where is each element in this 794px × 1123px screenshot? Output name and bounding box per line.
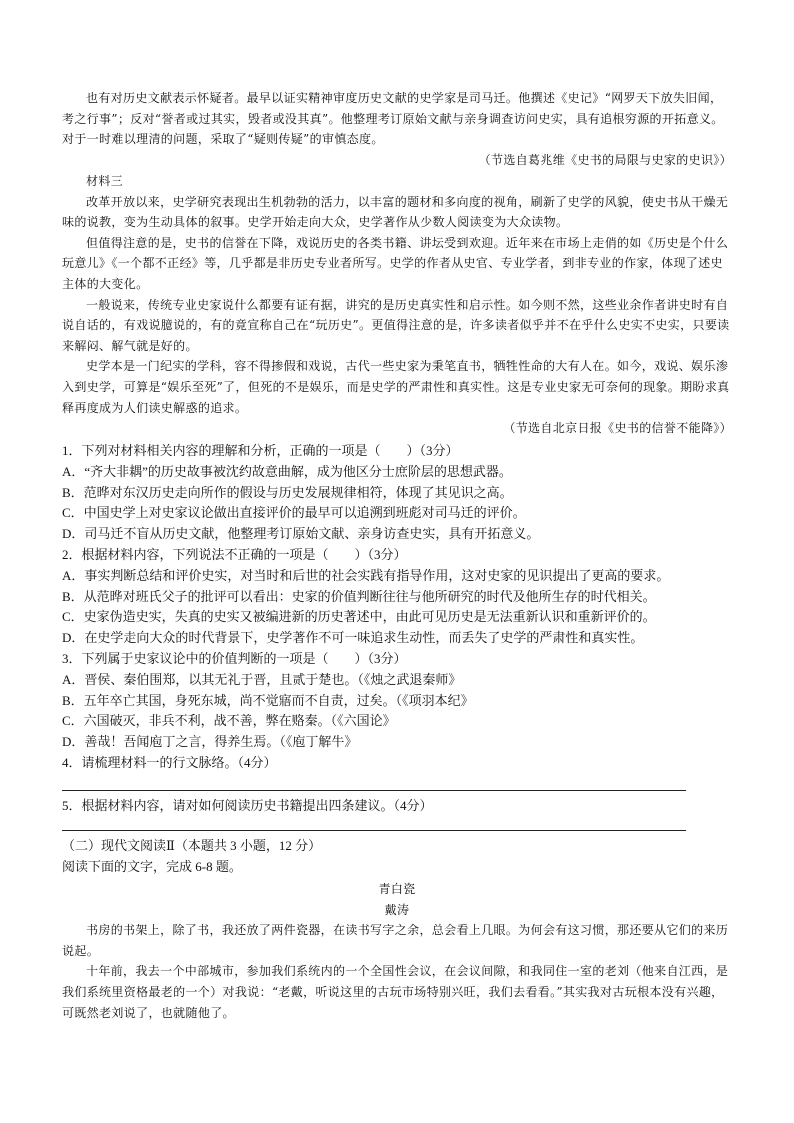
paragraph: 书房的书架上，除了书，我还放了两件瓷器，在读书写字之余，总会看上几眼。为何会有这习惯，那还要从它们的来历说起。 [62, 923, 729, 958]
option: C．史家伪造史实，失真的史实又被编进新的历史著述中，由此可见历史是无法重新认识和重新评价的。 [62, 609, 656, 625]
option: D．善哉！吾闻庖丁之言，得养生焉。（《庖丁解牛》 [62, 734, 358, 750]
option: A．事实判断总结和评价史实，对当时和后世的社会实践有指导作用，这对史家的见识提出了更高的要求。 [62, 567, 670, 583]
question-stem: 2．根据材料内容，下列说法不正确的一项是（ ）（3分） [62, 546, 407, 562]
section2-header [62, 836, 732, 878]
option: A．晋侯、秦伯围郑，以其无礼于晋，且贰于楚也。（《烛之武退秦师》 [62, 671, 462, 687]
paragraph: 改革开放以来，史学研究表现出生机勃勃的活力，以丰富的题材和多向度的视角，刷新了史学的风貌，使史书从干燥无味的说教，变为生动具体的叙事。史学开始走向大众，史学著作从少数人阅读变为大众读物。 [62, 194, 729, 230]
article [62, 879, 732, 1023]
option: A．“齐大非耦”的历史故事被沈约故意曲解，成为他区分士庶阶层的思想武器。 [62, 463, 512, 479]
article-author: 戴涛 [384, 902, 410, 917]
option: B．五年卒亡其国，身死东城，尚不觉寤而不自责，过矣。（《项羽本纪》 [62, 692, 474, 708]
questions [62, 441, 732, 774]
option: D．在史学走向大众的时代背景下，史学著作不可一味追求生动性，而丢失了史学的严肃性和真实性。 [62, 630, 644, 646]
answer-line [62, 830, 686, 831]
option: B．从范晔对班氏父子的批评可以看出：史家的价值判断往往与他所研究的时代及他所生存的时代相关。 [62, 588, 656, 604]
option: C．中国史学上对史家议论做出直接评价的最早可以追溯到班彪对司马迁的评价。 [62, 505, 526, 521]
paragraph: 史学本是一门纪实的学科，容不得掺假和戏说，古代一些史家为秉笔直书，牺牲性命的大有人在。如今，戏说、娱乐渗入到史学，可算是“娱乐至死”了，但死的不是娱乐，而是史学的严肃性和真实性。这是专业史家无可奈何的现象。期盼求真释再度成为人们读史解惑的追求。 [62, 359, 730, 415]
option: C．六国破灭，非兵不利，战不善，弊在赂秦。（《六国论》 [62, 713, 396, 729]
option: B．范晔对东汉历史走向所作的假设与历史发展规律相符，体现了其见识之高。 [62, 484, 513, 500]
option: D．司马迁不盲从历史文献，他整理考订原始文献、亲身访查史实，具有开拓意义。 [62, 526, 540, 542]
section-heading: （二）现代文阅读Ⅱ（本题共 3 小题，12 分） [62, 838, 322, 853]
material-heading: 材料三 [86, 174, 124, 188]
article-title: 青白瓷 [378, 882, 416, 896]
source-note: （节选自北京日报《史书的信誉不能降》） [503, 421, 732, 436]
paragraph: 但值得注意的是，史书的信誉在下降，戏说历史的各类书籍、讲坛受到欢迎。近年来在市场上走俏的如《历史是个什么玩意儿》《一个都不正经》等，几乎都是非历史专业者所写。史学的作者从史官、专业学者，到非专业的作家，体现了述史主体的大变化。 [62, 235, 729, 291]
question-stem: 3．下列属于史家议论中的价值判断的一项是（ ）（3分） [62, 650, 407, 666]
question-5 [62, 796, 732, 817]
source-note: （节选自葛兆维《史书的局限与史家的史识》） [478, 152, 732, 167]
paragraph: 也有对历史文献表示怀疑者。最早以证实精神审度历史文献的史学家是司马迁。他撰述《史记》“网罗天下放失旧闻，考之行事”；反对“誉者或过其实，毁者或没其真”。他整理考订原始文献与亲身调查访问史实，具有追根穷源的开拓意义。对于一时难以理清的问题，采取了“疑则传疑”的审慎态度。 [62, 91, 724, 147]
material3 [62, 171, 732, 439]
paragraph: 十年前，我去一个中部城市，参加我们系统内的一个全国性会议，在会议间隙，和我同住一室的老刘（他来自江西，是我们系统里资格最老的一个）对我说：“老戴，听说这里的古玩市场特别兴旺，我们去看看。”其实我对古玩根本没有兴趣，可既然老刘说了，也就随他了。 [62, 964, 729, 1020]
paragraph: 一般说来，传统专业史家说什么都要有证有据，讲究的是历史真实性和启示性。如今则不然，这些业余作者讲史时有自说自话的，有戏说臆说的，有的竟宣称自己在“玩历史”。更值得注意的是，许多读者似乎并不在乎什么史实不史实，只要读来解闷、解气就是好的。 [62, 297, 730, 353]
question-stem: 4．请梳理材料一的行文脉络。（4分） [62, 754, 277, 770]
answer-line [62, 790, 686, 791]
question-stem: 5．根据材料内容，请对如何阅读历史书籍提出四条建议。（4分） [62, 798, 433, 813]
question-stem: 1．下列对材料相关内容的理解和分析，正确的一项是（ ）（3分） [62, 443, 459, 458]
instruction: 阅读下面的文字，完成 6-8 题。 [62, 858, 242, 874]
material2-tail [62, 88, 732, 170]
